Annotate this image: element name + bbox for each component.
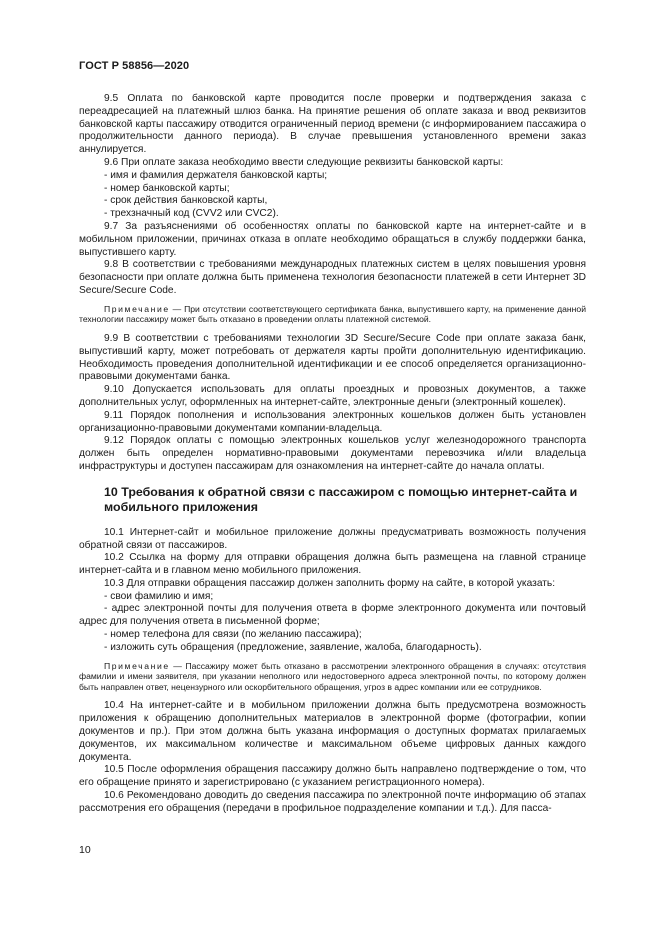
- note-text: — При отсутствии соответствующего сертификата банка, выпустившего карту, на применение данной технологии пассажиру может быть отказано в проведении оплаты платежной системой.: [79, 303, 586, 325]
- paragraph-9-10: 9.10 Допускается использовать для оплаты проездных и провозных документов, а также дополнительных услуг, оформленных на интернет-сайте, электронные деньги (электронный кошелек).: [79, 384, 586, 408]
- list-item: - изложить суть обращения (предложение, заявление, жалоба, благодарность).: [104, 641, 482, 653]
- paragraph-9-11: 9.11 Порядок пополнения и использования электронных кошельков должен быть установлен организационно-правовыми документами компании-владельца.: [79, 409, 586, 434]
- note-label: Примечание: [104, 660, 170, 671]
- paragraph-10-2: 10.2 Ссылка на форму для отправки обращения должна быть размещена на главной странице интернет-сайта и в главном меню мобильного приложения.: [79, 552, 586, 577]
- paragraph-9-6: 9.6 При оплате заказа необходимо ввести следующие реквизиты банковской карты:: [104, 156, 504, 168]
- paragraph-10-1: 10.1 Интернет-сайт и мобильное приложение должны предусматривать возможность получения обратной связи от пассажиров.: [79, 526, 586, 551]
- page-content: [79, 93, 586, 816]
- list-item: - номер телефона для связи (по желанию пассажира);: [104, 629, 362, 641]
- note-label: Примечание: [104, 303, 170, 314]
- paragraph-9-12: 9.12 Порядок оплаты с помощью электронных кошельков услуг железнодорожного транспорта должен быть определен нормативно-правовыми документами перевозчика и/или владельца инфраструктуры и доступен пассажирам для ознакомления на интернет-сайте до начала оплаты.: [79, 435, 586, 472]
- list-item: - свои фамилию и имя;: [104, 590, 214, 602]
- paragraph-10-3: 10.3 Для отправки обращения пассажир должен заполнить форму на сайте, в которой указать:: [104, 577, 556, 589]
- paragraph-9-7: 9.7 За разъяснениями об особенностях оплаты по банковской карте на интернет-сайте и в мобильном приложении, причинах отказа в оплате необходимо обращаться в службу поддержки банка, выпустившего карту.: [79, 220, 586, 258]
- note-10-3: [79, 661, 586, 693]
- list-item: - номер банковской карты;: [104, 182, 230, 194]
- list-item: - срок действия банковской карты,: [104, 195, 268, 207]
- note-text: — Пассажиру может быть отказано в рассмотрении электронного обращения в случаях: отсутствия фамилии и имени заявителя, при указании неполного или недостоверного адреса электронной почты, по которому должен быть направлен ответ, нецензурного или оскорбительного обращения, угроз в адрес компании или ее сотрудников.: [79, 660, 586, 692]
- list-item: - имя и фамилия держателя банковской карты;: [104, 169, 328, 181]
- paragraph-10-5: 10.5 После оформления обращения пассажиру должно быть направлено подтверждение о том, что его обращение принято и зарегистрировано (с указанием регистрационного номера).: [79, 764, 586, 789]
- paragraph-10-4: 10.4 На интернет-сайте и в мобильном приложении должна быть предусмотрена возможность приложения к обращению дополнительных материалов в электронной форме (фотографии, копии документов и пр.). При этом должна быть указана информация о доступных форматах прилагаемых документов, их максимальном количестве и максимальном объеме цифровых данных каждого документа.: [79, 700, 586, 763]
- paragraph-9-5: 9.5 Оплата по банковской карте проводится после проверки и подтверждения заказа с переадресацией на платежный шлюз банка. На принятие решения об оплате заказа и ввод реквизитов банковской карты пассажиру отводится ограниченный период времени (с информированием пассажира о продолжительности данного периода). В случае превышения установленного времени заказ аннулируется.: [79, 93, 586, 156]
- section-10-title: 10 Требования к обратной связи с пассажиром с помощью интернет-сайта и мобильного приложения: [104, 484, 578, 515]
- paragraph-9-8: 9.8 В соответствии с требованиями международных платежных систем в целях повышения уровня безопасности при оплате должна быть применена технология безопасности платежей в сети Интернет 3D Secure/Secure Code.: [79, 259, 586, 296]
- list-item: - трехзначный код (CVV2 или CVC2).: [104, 208, 279, 220]
- list-item: - адрес электронной почты для получения ответа в форме электронного документа или почтовый адрес для получения ответа в письменной форме;: [79, 603, 586, 628]
- note-9-8: [79, 304, 586, 325]
- document-header: ГОСТ Р 58856—2020: [79, 60, 190, 72]
- paragraph-10-6: 10.6 Рекомендовано доводить до сведения пассажира по электронной почте информацию об этапах рассмотрения его обращения (передачи в профильное подразделение компании и т.д.). Для пасса-: [79, 790, 586, 814]
- page-number: 10: [79, 844, 91, 856]
- paragraph-9-9: 9.9 В соответствии с требованиями технологии 3D Secure/Secure Code при оплате заказа банк, выпустивший карту, может потребовать от держателя карты пройти дополнительную идентификацию. Необходимость проведения дополнительной идентификации и ее способ определяется организационно-правовыми документами банка.: [79, 332, 586, 383]
